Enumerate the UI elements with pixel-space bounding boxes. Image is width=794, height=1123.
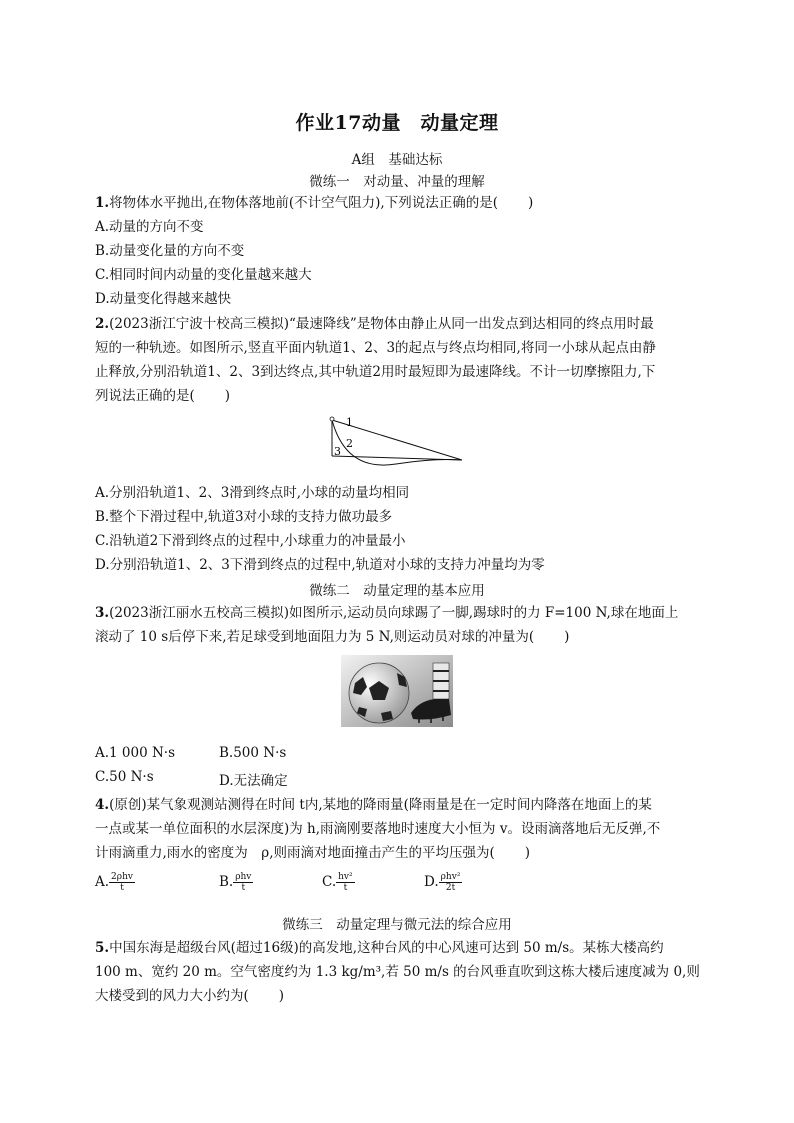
question-stem-line-3: 止释放,分别沿轨道1、2、3到达终点,其中轨道2用时最短即为最速降线。不计一切摩擦阻力,下 <box>95 364 656 380</box>
option-b: B.动量变化量的方向不变 <box>95 243 245 259</box>
question-number: 3. <box>95 605 110 621</box>
option-b: B.整个下滑过程中,轨道3对小球的支持力做功最多 <box>95 509 393 525</box>
answer-blank-close: ) <box>527 195 534 211</box>
option-b: B.500 N·s <box>219 745 287 761</box>
question-stem: 将物体水平抛出,在物体落地前(不计空气阻力),下列说法正确的是( <box>109 195 498 211</box>
option-d: D.分别沿轨道1、2、3下滑到终点的过程中,轨道对小球的支持力冲量均为零 <box>95 557 545 573</box>
question-1 <box>95 192 705 214</box>
question-stem-line-2: 短的一种轨迹。如图所示,竖直平面内轨道1、2、3的起点与终点均相同,将同一小球从起点由静 <box>95 340 656 356</box>
option-d: D.动量变化得越来越快 <box>95 291 232 307</box>
question-number: 1. <box>95 195 110 211</box>
question-number: 2. <box>95 316 110 332</box>
group-heading: A组 基础达标 <box>351 152 443 168</box>
brachistochrone-diagram <box>326 412 468 468</box>
option-c: C.相同时间内动量的变化量越来越大 <box>95 267 312 283</box>
section-heading-2: 微练二 动量定理的基本应用 <box>309 583 485 599</box>
option-b: B. $\frac{\text{ρhv}}{t}$ <box>219 872 252 893</box>
question-number: 4. <box>95 797 110 813</box>
option-c: C.沿轨道2下滑到终点的过程中,小球重力的冲量最小 <box>95 533 406 549</box>
option-c: C. $\frac{\text{hv²}}{t}$ <box>322 872 353 893</box>
question-number: 5. <box>95 940 110 956</box>
ball-icon <box>330 417 334 421</box>
question-stem-line-4: 列说法正确的是( ) <box>95 388 231 404</box>
question-stem-line-2: 100 m、宽约 20 m。空气密度约为 1.3 kg/m³,若 50 m/s 的台风垂直吹到这栋大楼后速度减为 0,则 <box>95 964 700 980</box>
question-stem-line-1: (原创)某气象观测站测得在时间 t内,某地的降雨量(降雨量是在一定时间内降落在地面上的某 <box>109 797 652 813</box>
question-stem-line-3: 大楼受到的风力大小约为( ) <box>95 988 285 1004</box>
option-a: A.1 000 N·s <box>95 745 176 761</box>
section-heading-3: 微练三 动量定理与微元法的综合应用 <box>282 917 512 933</box>
question-stem-line-3: 计雨滴重力,雨水的密度为 ρ,则雨滴对地面撞击产生的平均压强为( ) <box>95 845 531 861</box>
question-stem-line-2: 一点或某一单位面积的水层深度)为 h,雨滴刚要落地时速度大小恒为 v。设雨滴落地后无反弹,不 <box>95 821 661 837</box>
option-a: A.分别沿轨道1、2、3滑到终点时,小球的动量均相同 <box>95 485 410 501</box>
section-heading-1: 微练一 对动量、冲量的理解 <box>309 174 485 190</box>
track-label-2: 2 <box>346 437 353 450</box>
page-title: 作业17动量 动量定理 <box>295 112 499 134</box>
question-stem-line-2: 滚动了 10 s后停下来,若足球受到地面阻力为 5 N,则运动员对球的冲量为( ) <box>95 629 570 645</box>
question-4 <box>95 794 705 816</box>
option-a: A. $\frac{\text{2ρhv}}{t}$ <box>95 872 133 893</box>
option-c: C.50 N·s <box>95 769 154 785</box>
question-2 <box>95 313 705 335</box>
question-stem-line-1: 中国东海是超级台风(超过16级)的高发地,这种台风的中心风速可达到 50 m/s。某栋大楼高约 <box>109 940 664 956</box>
track-label-1: 1 <box>346 416 353 429</box>
question-3 <box>95 602 705 624</box>
option-a: A.动量的方向不变 <box>95 219 204 235</box>
football-kick-image <box>341 655 453 727</box>
option-d: D. $\frac{\text{ρhv²}}{2t}$ <box>424 872 461 893</box>
question-5 <box>95 937 705 959</box>
question-stem-line-1: (2023浙江丽水五校高三模拟)如图所示,运动员向球踢了一脚,踢球时的力 F=100 N,球在地面上 <box>109 605 679 621</box>
option-d: D.无法确定 <box>219 773 288 789</box>
track-label-3: 3 <box>334 445 341 458</box>
question-stem-line-1: (2023浙江宁波十校高三模拟)“最速降线”是物体由静止从同一出发点到达相同的终点用时最 <box>109 316 654 332</box>
